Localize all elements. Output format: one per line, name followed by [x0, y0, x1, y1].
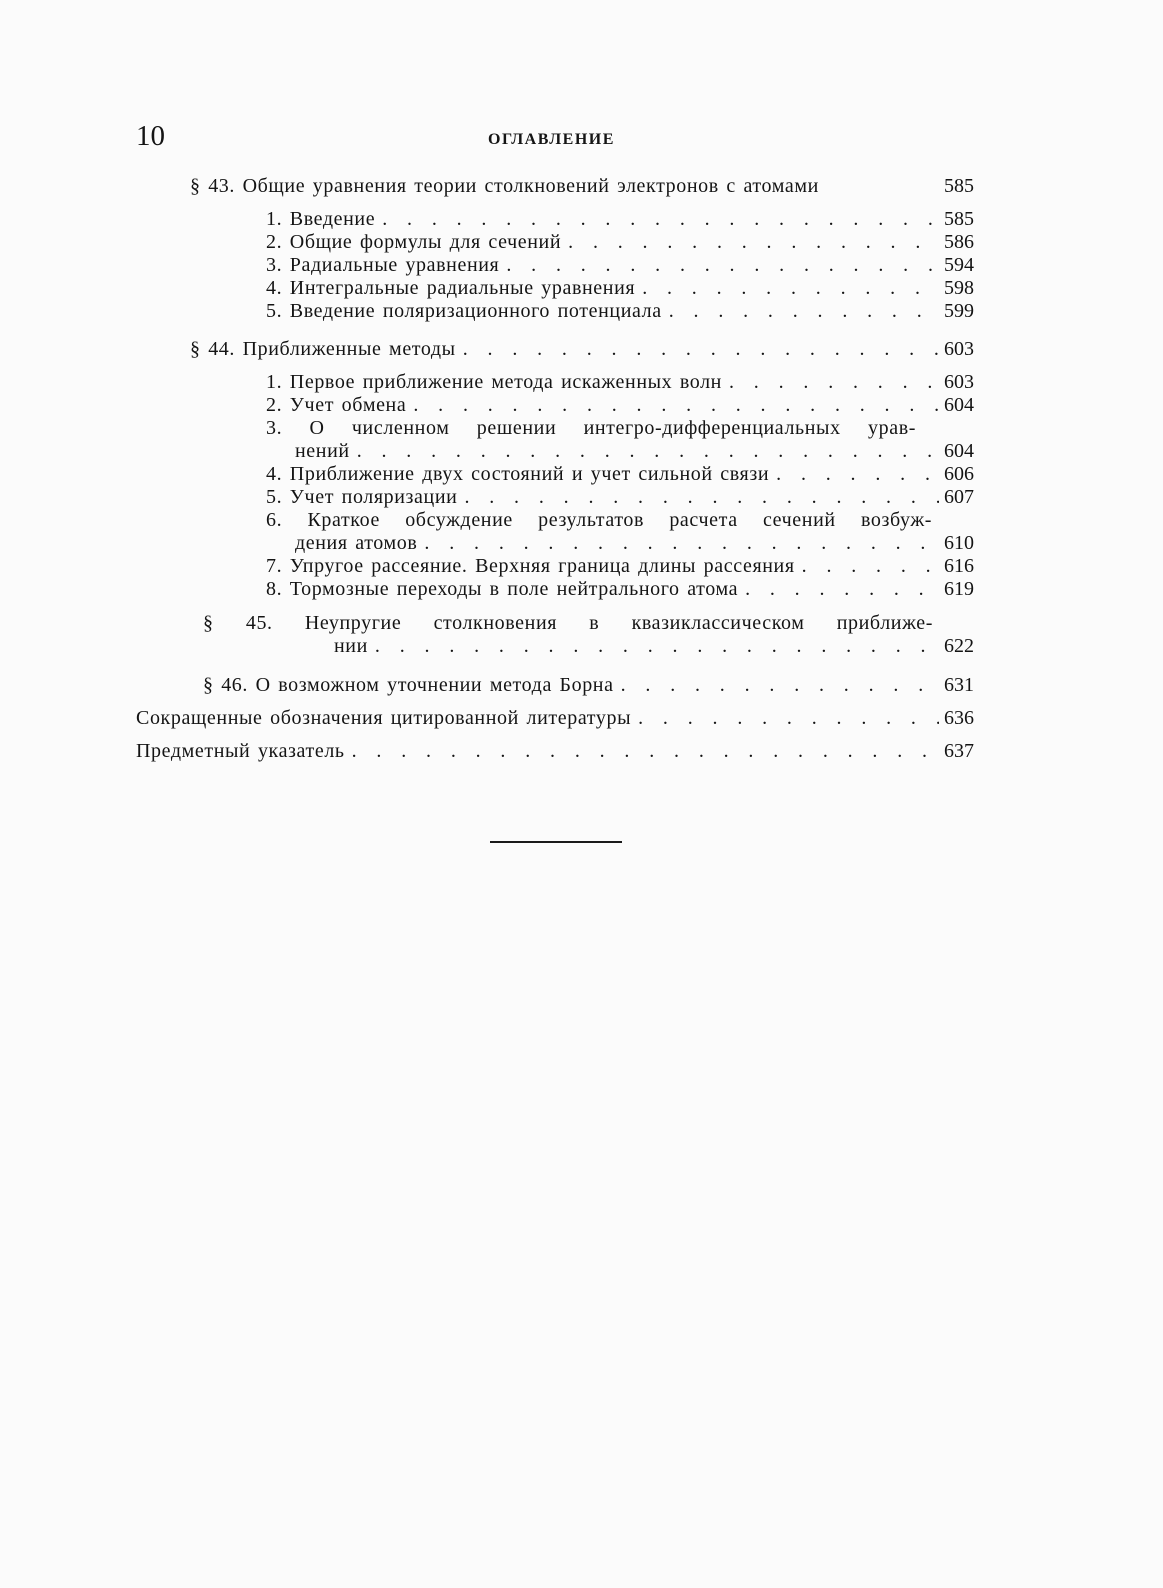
dot-leader [382, 208, 939, 231]
dot-leader [802, 555, 939, 578]
dot-leader [357, 440, 939, 463]
toc-entry [266, 463, 974, 486]
dot-leader [669, 300, 939, 323]
toc-entry-label: 5. Введение поляризационного потенциала [266, 300, 662, 322]
dot-leader [745, 578, 939, 601]
toc-section-45-title: § 45. Неупругие столкновения в квазиклассическом приближе- [203, 612, 933, 634]
toc-entry [266, 578, 974, 601]
toc-entry [266, 371, 974, 394]
toc-section-43 [190, 175, 974, 198]
toc-entry [266, 254, 974, 277]
toc-entry-label: нений [295, 440, 350, 462]
dot-leader [352, 740, 939, 763]
toc-page-number: 599 [944, 300, 974, 322]
toc-page-number: 631 [944, 674, 974, 696]
toc-section-title: § 43. Общие уравнения теории столкновений электронов с атомами [190, 175, 819, 197]
toc-page-number: 636 [944, 707, 974, 729]
dot-leader [463, 338, 939, 361]
toc-entry-label: 5. Учет поляризации [266, 486, 458, 508]
toc-entry-continued [295, 532, 974, 555]
dot-leader [424, 532, 939, 555]
toc-section-46 [203, 674, 974, 697]
toc-entry [266, 486, 974, 509]
toc-section-title: § 46. О возможном уточнении метода Борна [203, 674, 614, 696]
toc-page-number: 594 [944, 254, 974, 276]
toc-entry [266, 300, 974, 323]
toc-entry-label: 2. Общие формулы для сечений [266, 231, 562, 253]
toc-entry [266, 231, 974, 254]
running-title: ОГЛАВЛЕНИЕ [488, 131, 615, 148]
toc-entry [266, 555, 974, 578]
toc-page-number: 616 [944, 555, 974, 577]
toc-section-title: Сокращенные обозначения цитированной литературы [136, 707, 632, 729]
toc-entry-label: 1. Введение [266, 208, 376, 230]
toc-page-number: 603 [944, 338, 974, 360]
toc-entry [266, 277, 974, 300]
dot-leader [621, 674, 939, 697]
toc-page-number: 622 [944, 635, 974, 657]
dot-leader [642, 277, 939, 300]
toc-entry-label: 3. Радиальные уравнения [266, 254, 500, 276]
toc-abbreviations [136, 707, 974, 730]
toc-page-number: 604 [944, 394, 974, 416]
toc-page-number: 619 [944, 578, 974, 600]
dot-leader [413, 394, 939, 417]
dot-leader [729, 371, 939, 394]
toc-subject-index [136, 740, 974, 763]
toc-page-number: 585 [944, 208, 974, 230]
toc-page-number: 637 [944, 740, 974, 762]
toc-entry-label: 2. Учет обмена [266, 394, 407, 416]
toc-entry [266, 394, 974, 417]
toc-page-number: 586 [944, 231, 974, 253]
dot-leader [776, 463, 939, 486]
page-number: 10 [136, 120, 165, 152]
dot-leader [375, 635, 939, 658]
toc-entry [266, 208, 974, 231]
toc-page-number: 607 [944, 486, 974, 508]
dot-leader [638, 707, 939, 730]
dot-leader [568, 231, 939, 254]
toc-entry-label: 8. Тормозные переходы в поле нейтрального атома [266, 578, 739, 600]
toc-section-title: Предметный указатель [136, 740, 345, 762]
toc-section-45 [334, 635, 974, 658]
toc-entry-label: 7. Упругое рассеяние. Верхняя граница длины рассеяния [266, 555, 795, 577]
toc-section-44 [190, 338, 974, 361]
toc-page-number: 606 [944, 463, 974, 485]
toc-page-number: 598 [944, 277, 974, 299]
toc-page-number: 604 [944, 440, 974, 462]
toc-entry-label: 4. Приближение двух состояний и учет сильной связи [266, 463, 770, 485]
toc-section-title: § 44. Приближенные методы [190, 338, 456, 360]
toc-page-number: 603 [944, 371, 974, 393]
dot-leader [464, 486, 939, 509]
toc-page-number: 585 [944, 175, 974, 197]
toc-entry-label: 3. О численном решении интегро-дифференциальных урав- [266, 417, 916, 439]
toc-page-number: 610 [944, 532, 974, 554]
toc-entry-continued [295, 440, 974, 463]
end-rule [490, 841, 622, 843]
toc-entry-label: дения атомов [295, 532, 418, 554]
dot-leader [506, 254, 939, 277]
toc-entry-label: 1. Первое приближение метода искаженных волн [266, 371, 722, 393]
toc-section-title-continued: нии [334, 635, 368, 657]
toc-entry-label: 6. Краткое обсуждение результатов расчета сечений возбуж- [266, 509, 932, 531]
toc-entry-label: 4. Интегральные радиальные уравнения [266, 277, 636, 299]
